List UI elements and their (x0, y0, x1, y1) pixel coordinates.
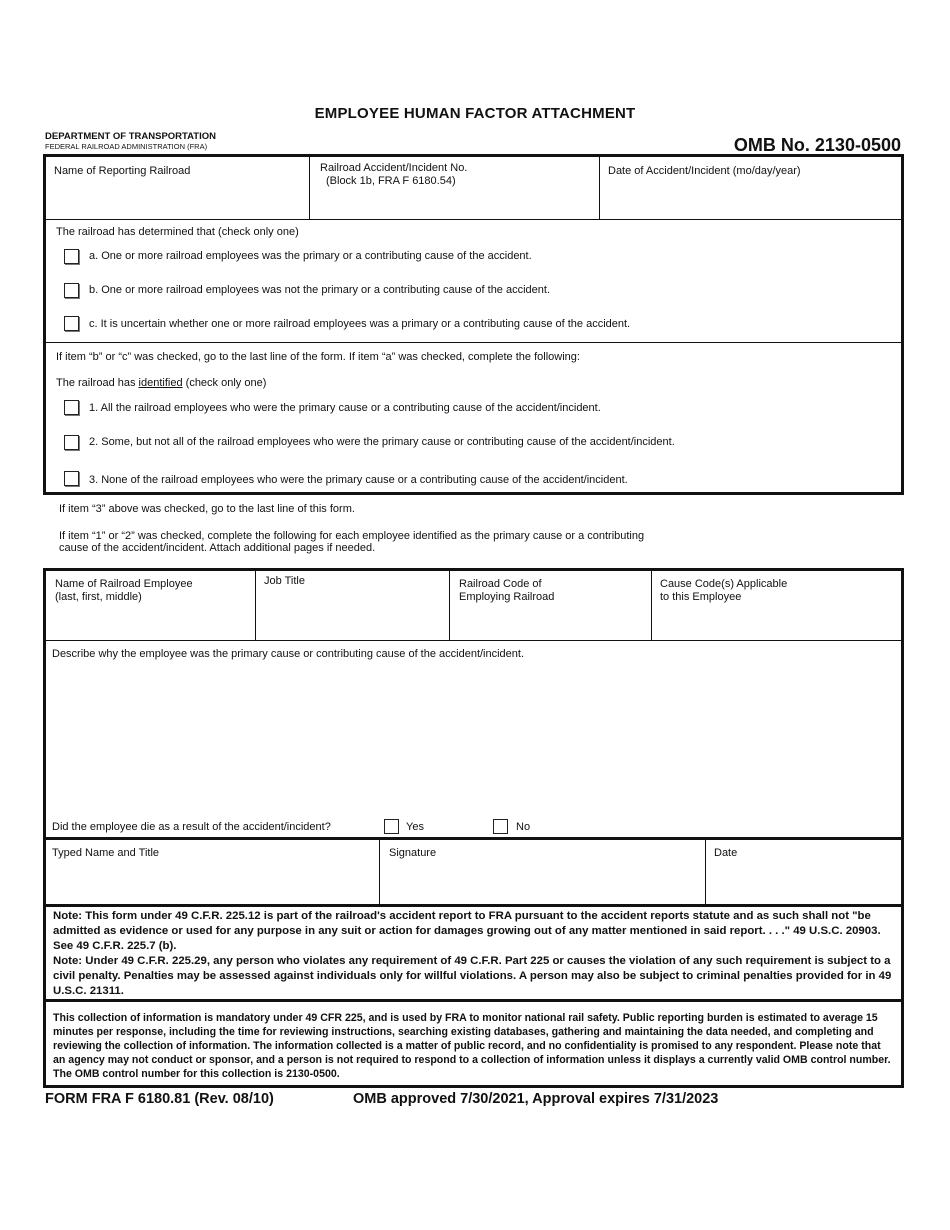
option-a-label: a. One or more railroad employees was the primary or a contributing cause of the accident. (89, 250, 532, 262)
option-1-label: 1. All the railroad employees who were the primary cause or a contributing cause of the accident/incident. (89, 402, 601, 414)
option-c-label: c. It is uncertain whether one or more railroad employees was a primary or a contributing cause of the accident. (89, 318, 631, 330)
checkbox-a[interactable] (64, 249, 79, 264)
incident-number-label: Railroad Accident/Incident No. (320, 162, 468, 174)
note-1: Note: This form under 49 C.F.R. 225.12 is part of the railroad's accident report to FRA pursuant to the accident reports statute and as such shall not "be admitted as evidence or used for any purpose in any suit or action for damages growing out of any matter mentioned in said report. . . ." 49 U.S.C. 20903. See 49 C.F.R. 225.7 (b). (53, 910, 881, 952)
yes-label: Yes (406, 821, 424, 833)
note-2: Note: Under 49 C.F.R. 225.29, any person who violates any requirement of 49 C.F.R. Part 225 or causes the violation of any such requirement is subject to a civil penalty. Penalties may be assessed against individuals only for willful violations. A person may also be subject to criminal penalties provided for in 49 U.S.C. 21311. (53, 955, 892, 997)
item3-instruction: If item “3” above was checked, go to the last line of this form. (59, 503, 355, 515)
cause-code-label: Cause Code(s) Applicable (660, 578, 788, 590)
divider (46, 904, 901, 907)
divider (46, 342, 901, 343)
checkbox-2[interactable] (64, 435, 79, 450)
form-number: FORM FRA F 6180.81 (Rev. 08/10) (45, 1091, 274, 1107)
divider (255, 571, 256, 640)
form-title: EMPLOYEE HUMAN FACTOR ATTACHMENT (314, 105, 636, 122)
agency-label: FEDERAL RAILROAD ADMINISTRATION (FRA) (45, 142, 208, 151)
divider (46, 999, 901, 1002)
divider (705, 840, 706, 904)
omb-approval: OMB approved 7/30/2021, Approval expires 7/31/2023 (353, 1091, 719, 1107)
divider (449, 571, 450, 640)
determination-intro: The railroad has determined that (check only one) (56, 226, 299, 238)
divider (46, 640, 901, 641)
burden-statement: This collection of information is mandatory under 49 CFR 225, and is used by FRA to monitor national rail safety. Public reporting burden is estimated to average 15 minutes per response, including the time for reviewing instructions, searching existing databases, gathering and maintaining the data needed, and completing and reviewing the collection of information. The information collected is a matter of public record, and no confidentiality is promised to any respondent. Please note that an agency may not conduct or sponsor, and a person is not required to respond to a collection of information unless it displays a currently valid OMB control number. The OMB control number for this collection is 2130-0500. (53, 1012, 891, 1080)
divider (46, 219, 901, 220)
checkbox-c[interactable] (64, 316, 79, 331)
option-3-label: 3. None of the railroad employees who were the primary cause or a contributing cause of the accident/incident. (89, 474, 628, 486)
item12-instruction-line2: cause of the accident/incident. Attach additional pages if needed. (59, 542, 376, 554)
department-label: DEPARTMENT OF TRANSPORTATION (45, 131, 216, 142)
item12-instruction-line1: If item “1” or “2” was checked, complete the following for each employee identified as the primary cause or a contributing (59, 530, 645, 542)
divider (379, 840, 380, 904)
checkbox-3[interactable] (64, 471, 79, 486)
railroad-code-label: Railroad Code of (459, 578, 542, 590)
option-b-label: b. One or more railroad employees was not the primary or a contributing cause of the accident. (89, 284, 551, 296)
divider (309, 157, 310, 219)
signature-label: Signature (389, 847, 437, 859)
identification-intro (56, 377, 266, 389)
checkbox-1[interactable] (64, 400, 79, 415)
cause-code-sublabel: to this Employee (660, 591, 742, 603)
divider (46, 837, 901, 840)
railroad-name-field[interactable]: Name of Reporting Railroad (54, 165, 191, 177)
no-label: No (516, 821, 531, 833)
option-2-label: 2. Some, but not all of the railroad employees who were the primary cause or contributing cause of the accident/incident. (89, 436, 675, 448)
omb-number: OMB No. 2130-0500 (733, 135, 901, 155)
incident-number-sublabel: (Block 1b, FRA F 6180.54) (326, 175, 456, 187)
yes-checkbox[interactable] (384, 819, 399, 834)
description-label: Describe why the employee was the primary cause or contributing cause of the accident/incident. (52, 648, 525, 660)
incident-date-label: Date of Accident/Incident (mo/day/year) (608, 165, 801, 177)
typed-name-label: Typed Name and Title (52, 847, 160, 859)
identification-instruction: If item “b” or “c” was checked, go to the last line of the form. If item “a” was checked, complete the following: (56, 351, 580, 363)
reporting-section (43, 154, 904, 495)
no-checkbox[interactable] (493, 819, 508, 834)
employee-name-sublabel: (last, first, middle) (55, 591, 142, 603)
employee-name-label: Name of Railroad Employee (55, 578, 193, 590)
divider (651, 571, 652, 640)
divider (599, 157, 600, 219)
job-title-label: Job Title (264, 575, 305, 587)
identification-intro-suffix: (check only one) (182, 377, 267, 389)
identified-word: identified (138, 377, 183, 389)
death-question: Did the employee die as a result of the accident/incident? (52, 821, 331, 833)
checkbox-b[interactable] (64, 283, 79, 298)
employee-section (43, 568, 904, 1088)
identification-intro-prefix: The railroad has (56, 377, 139, 389)
date-label: Date (714, 847, 738, 859)
railroad-code-sublabel: Employing Railroad (459, 591, 555, 603)
